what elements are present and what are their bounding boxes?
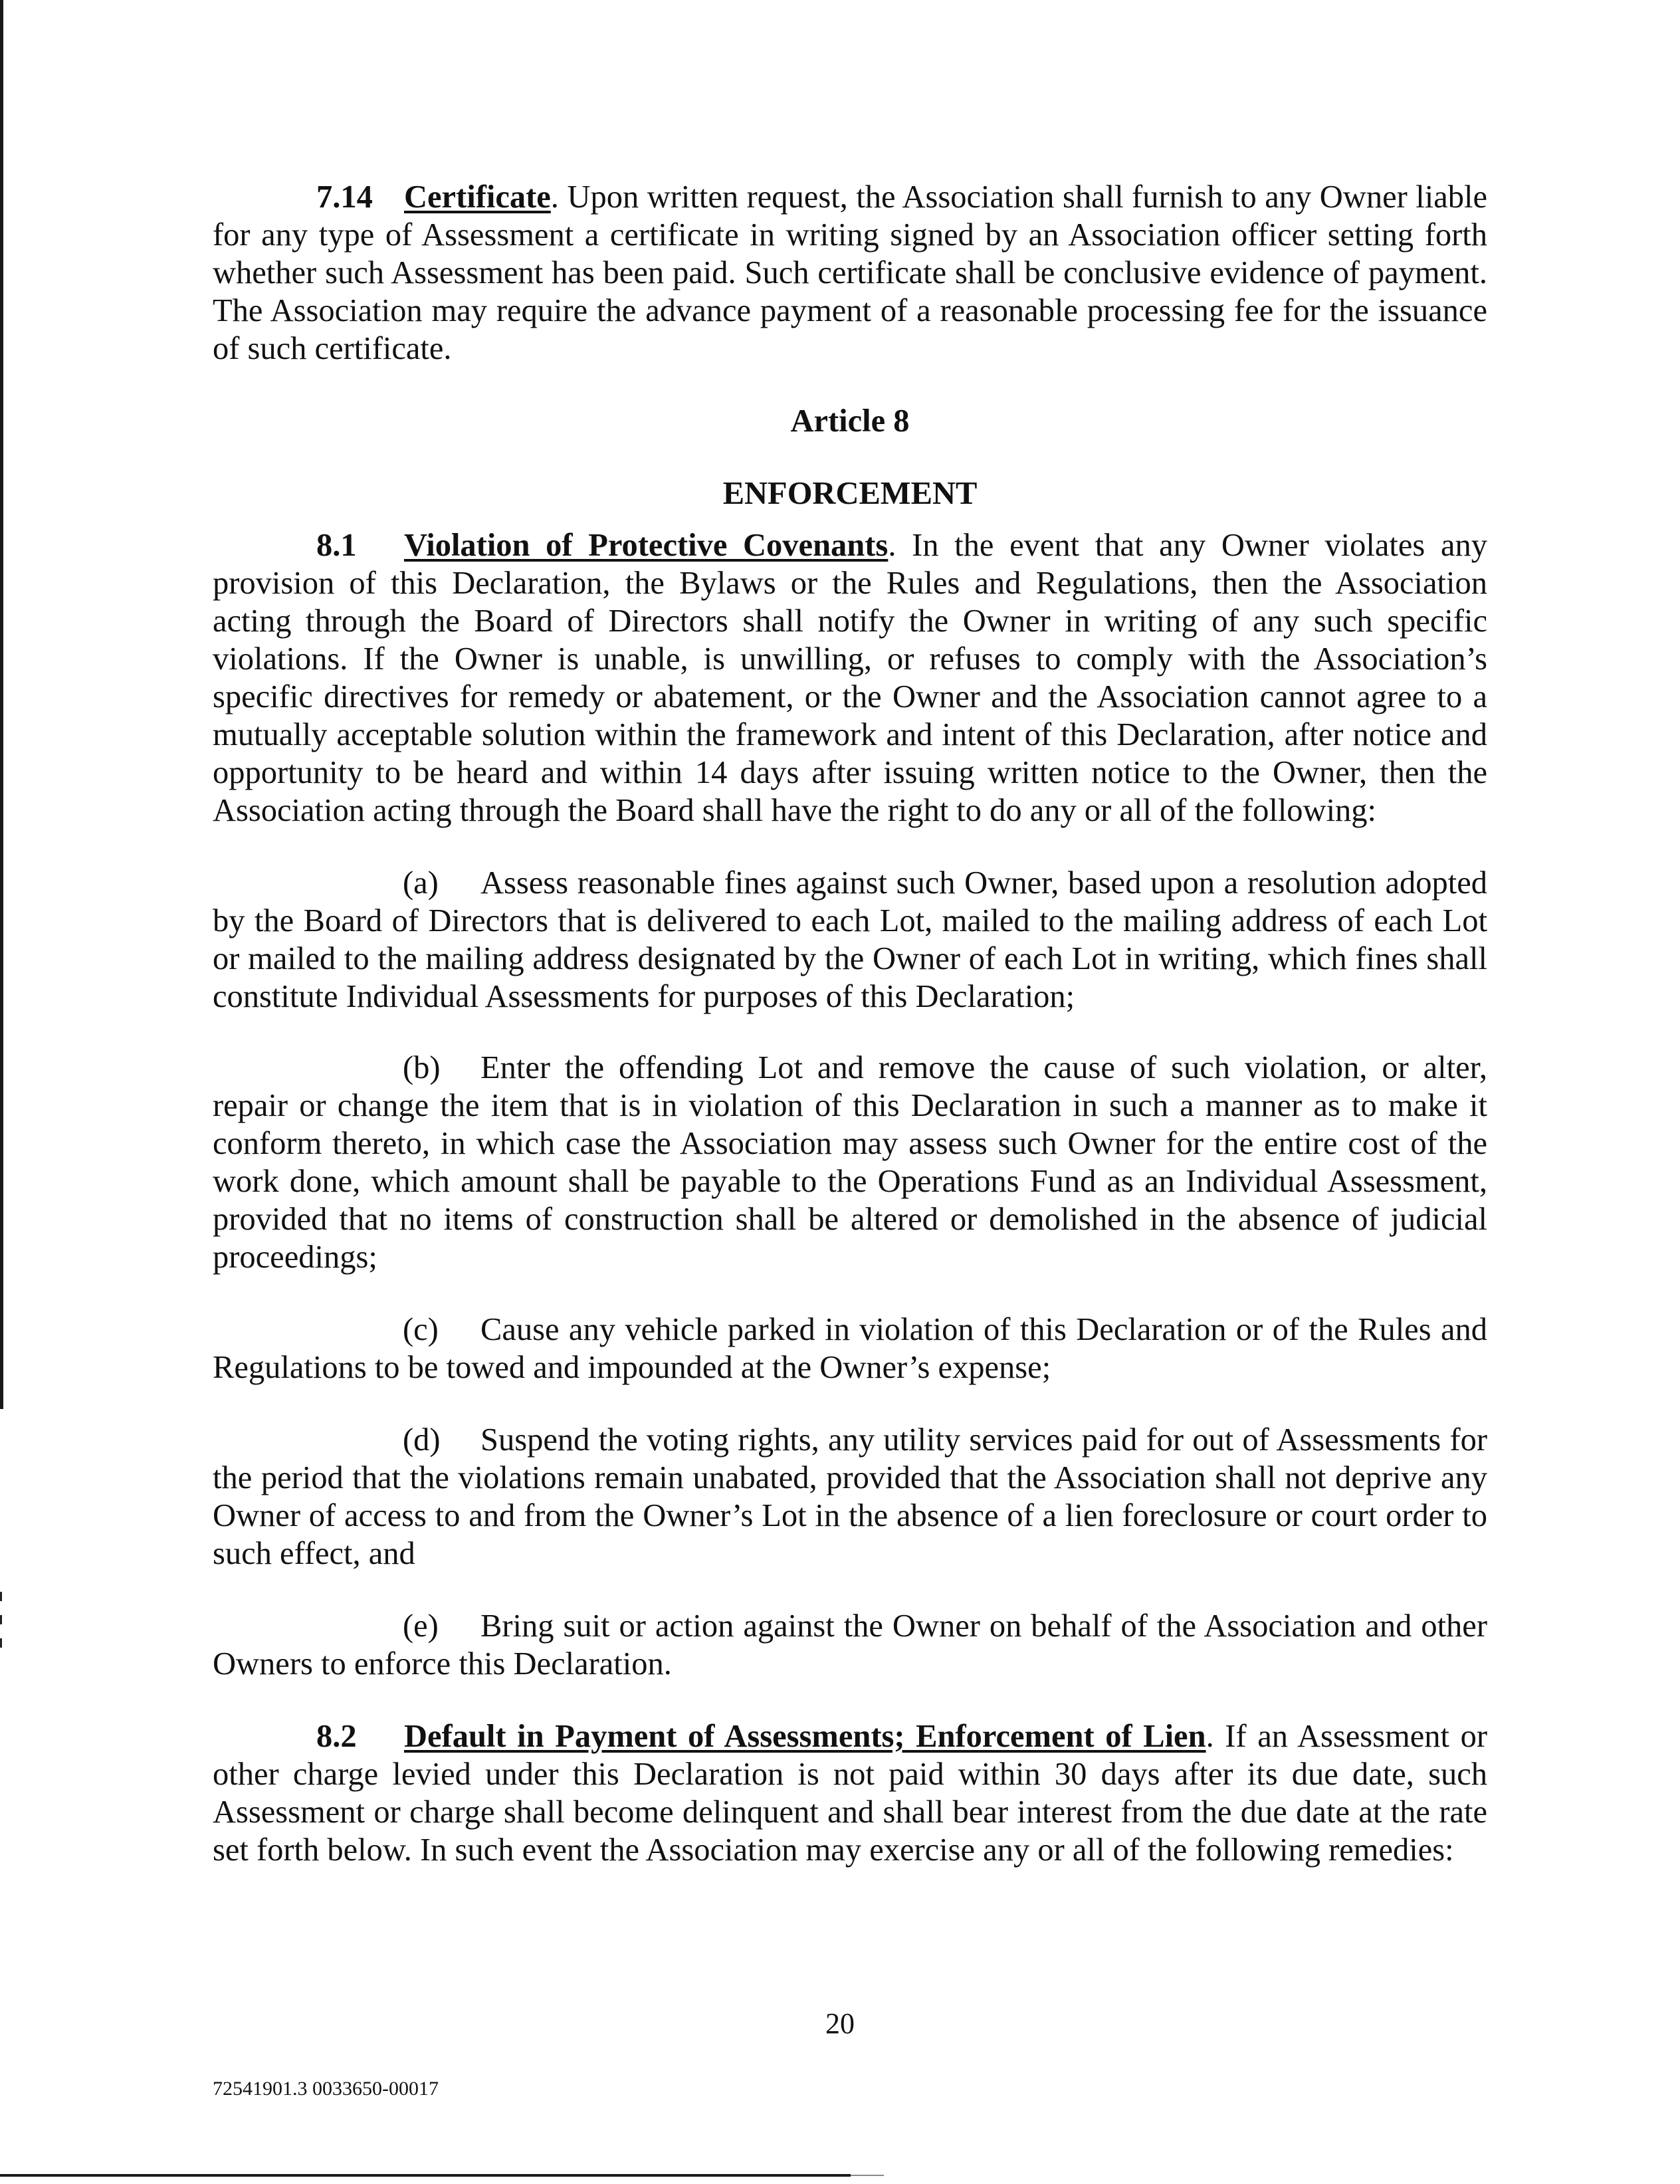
section-8-1	[213, 526, 1487, 829]
document-body	[213, 178, 1487, 1869]
scan-mark	[0, 1615, 2, 1624]
section-8-2	[213, 1717, 1487, 1869]
subsection-d	[213, 1421, 1487, 1573]
section-title: Violation of Protective Covenants	[404, 528, 889, 563]
section-title: Default in Payment of Assessments; Enforcement of Lien	[404, 1719, 1206, 1754]
section-text: . Upon written request, the Association shall furnish to any Owner liable for any type of Assessment a certificate in writing signed by an Association officer setting forth whether such Assessment has been paid. Such certificate shall be conclusive evidence of payment. The Association may require the advance payment of a reasonable processing fee for the issuance of such certificate.	[213, 179, 1487, 366]
scan-mark	[0, 1638, 2, 1648]
subsection-text: Suspend the voting rights, any utility services paid for out of Assessments for the period that the violations remain unabated, provided that the Association shall not deprive any Owner of access to and from the Owner’s Lot in the absence of a lien foreclosure or court order to such effect, and	[213, 1422, 1487, 1571]
section-number: 7.14	[316, 179, 373, 215]
subsection-label: (c)	[403, 1312, 439, 1347]
subsection-a	[213, 864, 1487, 1016]
scan-border-left	[0, 0, 3, 1409]
scan-border-bottom	[0, 2174, 851, 2177]
scan-mark	[0, 1592, 2, 1601]
document-id: 72541901.3 0033650-00017	[213, 2078, 439, 2100]
subsection-text: Cause any vehicle parked in violation of this Declaration or of the Rules and Regulations to be towed and impounded at the Owner’s expense;	[213, 1312, 1487, 1385]
subsection-label: (a)	[403, 865, 439, 901]
subsection-b	[213, 1049, 1487, 1276]
section-number: 8.1	[316, 528, 357, 563]
section-7-14	[213, 178, 1487, 368]
subsection-label: (d)	[403, 1422, 441, 1458]
scan-border-bottom-faint	[851, 2175, 884, 2176]
page-number: 20	[825, 2007, 855, 2040]
subsection-label: (b)	[403, 1050, 441, 1085]
article-heading: ENFORCEMENT	[722, 476, 978, 511]
subsection-e	[213, 1607, 1487, 1683]
section-number: 8.2	[316, 1719, 357, 1754]
article-label: Article 8	[790, 403, 910, 439]
section-title: Certificate	[404, 179, 551, 215]
subsection-text: Assess reasonable fines against such Owner, based upon a resolution adopted by the Board of Directors that is delivered to each Lot, mailed to the mailing address of each Lot or mailed to the mailing address designated by the Owner of each Lot in writing, which fines shall constitute Individual Assessments for purposes of this Declaration;	[213, 865, 1487, 1014]
subsection-label: (e)	[403, 1608, 439, 1644]
subsection-text: Bring suit or action against the Owner on behalf of the Association and other Owners to enforce this Declaration.	[213, 1608, 1487, 1682]
subsection-text: Enter the offending Lot and remove the cause of such violation, or alter, repair or change the item that is in violation of this Declaration in such a manner as to make it conform thereto, in which case the Association may assess such Owner for the entire cost of the work done, which amount shall be payable to the Operations Fund as an Individual Assessment, provided that no items of construction shall be altered or demolished in the absence of judicial proceedings;	[213, 1050, 1487, 1275]
section-text: . In the event that any Owner violates any provision of this Declaration, the Bylaws or the Rules and Regulations, then the Association acting through the Board of Directors shall notify the Owner in writing of any such specific violations. If the Owner is unable, is unwilling, or refuses to comply with the Association’s specific directives for remedy or abatement, or the Owner and the Association cannot agree to a mutually acceptable solution within the framework and intent of this Declaration, after notice and opportunity to be heard and within 14 days after issuing written notice to the Owner, then the Association acting through the Board shall have the right to do any or all of the following:	[213, 528, 1487, 828]
subsection-c	[213, 1311, 1487, 1386]
section-text: . If an Assessment or other charge levied under this Declaration is not paid within 30 days after its due date, such Assessment or charge shall become delinquent and shall bear interest from the due date at the rate set forth below. In such event the Association may exercise any or all of the following remedies:	[213, 1719, 1487, 1868]
